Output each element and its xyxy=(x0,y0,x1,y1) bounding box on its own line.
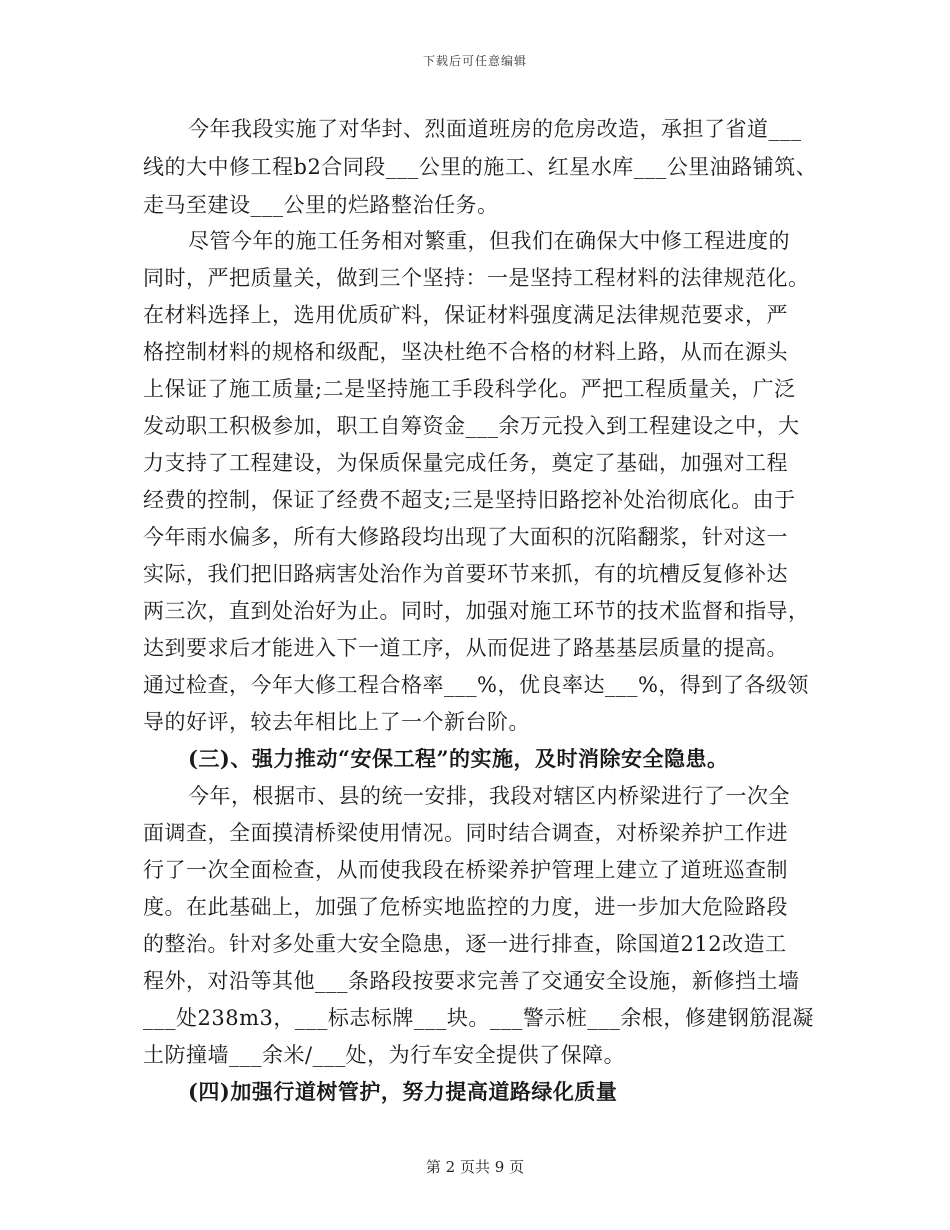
text-line: 的整治。针对多处重大安全隐患，逐一进行排查，除国道212改造工 xyxy=(143,932,787,956)
text-line: ___处238m3，___标志标牌___块。___警示桩___余根，修建钢筋混凝 xyxy=(143,1006,814,1030)
text-line: 导的好评，较去年相比上了一个新台阶。 xyxy=(143,710,530,734)
section-heading: (四)加强行道树管护，努力提高道路绿化质量 xyxy=(188,1079,618,1104)
text-line: 程外，对沿等其他___条路段按要求完善了交通安全设施，新修挡土墙 xyxy=(143,969,800,993)
text-line: 今年，根据市、县的统一安排，我段对辖区内桥梁进行了一次全 xyxy=(188,784,790,808)
text-line: 度。在此基础上，加强了危桥实地监控的力度，进一步加大危险路段 xyxy=(143,895,788,919)
text-line: 发动职工积极参加，职工自筹资金___余万元投入到工程建设之中，大 xyxy=(143,414,800,438)
text-line: 通过检查，今年大修工程合格率___%，优良率达___%，得到了各级领 xyxy=(143,673,809,697)
text-line: 格控制材料的规格和级配，坚决杜绝不合格的材料上路，从而在源头 xyxy=(143,340,788,364)
text-line: 走马至建设___公里的烂路整治任务。 xyxy=(143,193,499,217)
text-line: 达到要求后才能进入下一道工序，从而促进了路基基层质量的提高。 xyxy=(143,636,788,660)
text-line: 上保证了施工质量;二是坚持施工手段科学化。严把工程质量关，广泛 xyxy=(143,377,796,401)
text-line: 实际，我们把旧路病害处治作为首要环节来抓，有的坑槽反复修补达 xyxy=(143,562,788,586)
text-line: 经费的控制，保证了经费不超支;三是坚持旧路挖补处治彻底化。由于 xyxy=(143,488,796,512)
text-line: 行了一次全面检查，从而使我段在桥梁养护管理上建立了道班巡查制 xyxy=(143,858,788,882)
section-heading: (三)、强力推动“安保工程”的实施，及时消除安全隐患。 xyxy=(188,746,729,771)
text-line: 同时，严把质量关，做到三个坚持：一是坚持工程材料的法律规范化。 xyxy=(143,266,810,290)
page-header: 下载后可任意编辑 xyxy=(422,54,527,68)
text-line: 两三次，直到处治好为止。同时，加强对施工环节的技术监督和指导， xyxy=(143,599,810,623)
text-line: 今年我段实施了对华封、烈面道班房的危房改造，承担了省道___ xyxy=(188,117,802,141)
text-line: 尽管今年的施工任务相对繁重，但我们在确保大中修工程进度的 xyxy=(188,229,790,253)
text-line: 力支持了工程建设，为保质保量完成任务，奠定了基础，加强对工程 xyxy=(143,451,788,475)
text-line: 线的大中修工程b2合同段___公里的施工、红星水库___公里油路铺筑、 xyxy=(143,155,818,179)
text-line: 面调查，全面摸清桥梁使用情况。同时结合调查，对桥梁养护工作进 xyxy=(143,821,788,845)
text-line: 土防撞墙___余米/___处，为行车安全提供了保障。 xyxy=(143,1043,626,1067)
page-footer: 第 2 页共 9 页 xyxy=(425,1158,525,1176)
text-line: 在材料选择上，选用优质矿料，保证材料强度满足法律规范要求，严 xyxy=(143,303,788,327)
text-line: 今年雨水偏多，所有大修路段均出现了大面积的沉陷翻浆，针对这一 xyxy=(143,525,788,549)
